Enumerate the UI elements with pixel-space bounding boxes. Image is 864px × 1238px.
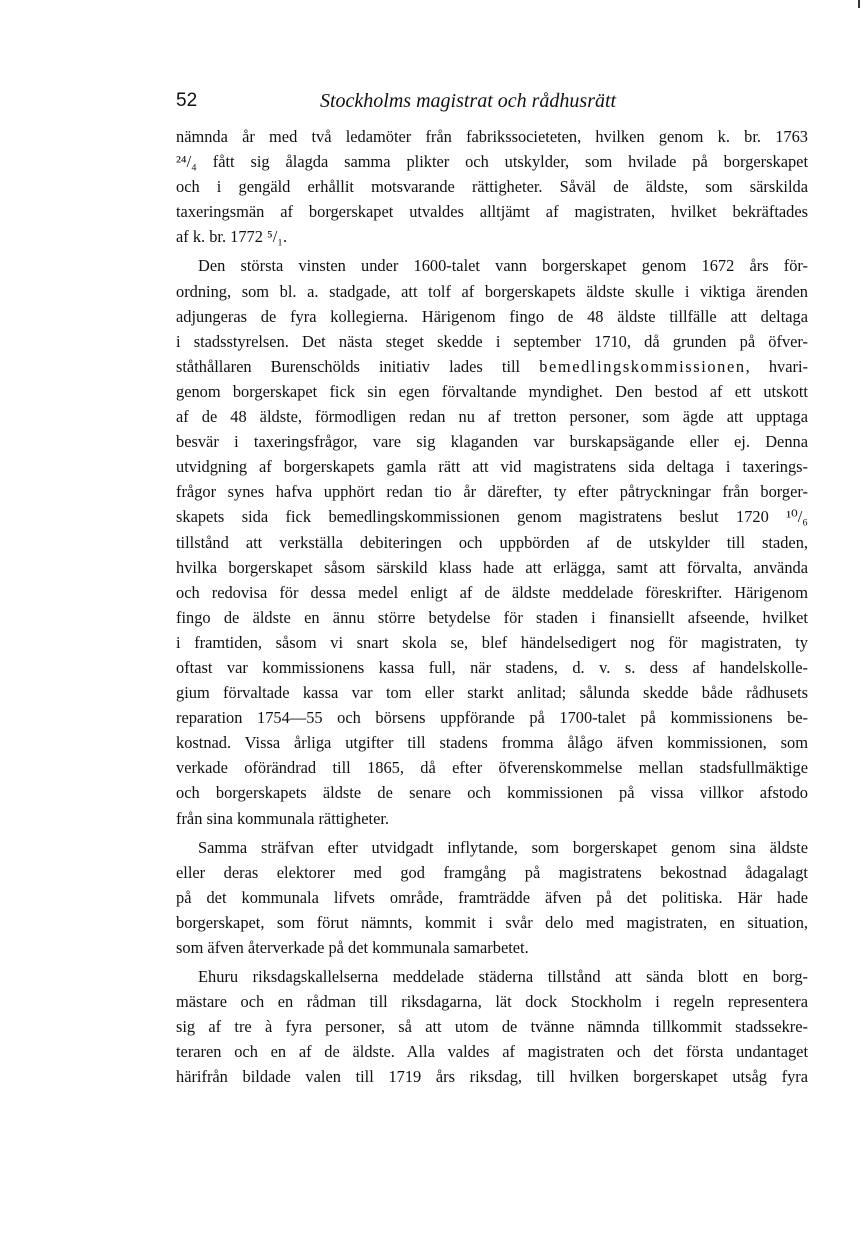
text-line: Ehuru riksdagskallelserna meddelade städerna tillstånd att sända blott en borg- bbox=[198, 967, 808, 987]
scan-edge-mark bbox=[858, 0, 860, 8]
text-line: från sina kommunala rättigheter. bbox=[176, 808, 390, 828]
text-line: taxeringsmän af borgerskapet utvaldes alltjämt af magistraten, hvilket bekräftades bbox=[176, 202, 808, 222]
text-line: adjungeras de fyra kollegierna. Härigenom fingo de 48 äldste tillfälle att deltaga bbox=[176, 306, 808, 326]
body-text bbox=[176, 124, 808, 1090]
text-line: i stadsstyrelsen. Det nästa steget skedde i september 1710, då grunden på öfver- bbox=[176, 331, 808, 351]
text-line: Samma sträfvan efter utvidgadt inflytande, som borgerskapet genom sina äldste bbox=[198, 837, 808, 857]
text-line: i framtiden, såsom vi snart skola se, blef händelsedigert nog för magistraten, ty bbox=[176, 632, 808, 652]
text-line: borgerskapet, som förut nämnts, kommit i svår delo med magistraten, en situation, bbox=[176, 912, 808, 932]
text-line: teraren och en af de äldste. Alla valdes af magistraten och det första undantaget bbox=[176, 1042, 808, 1062]
text-line: hvilka borgerskapet såsom särskild klass hade att erlägga, samt att förvalta, använda bbox=[176, 557, 808, 577]
text-line: frågor synes hafva upphört redan tio år därefter, ty efter påtryckningar från borger- bbox=[176, 482, 808, 502]
page-header bbox=[176, 86, 808, 116]
text-line: skapets sida fick bemedlingskommissionen genom magistratens beslut 1720 ¹⁰/₆ bbox=[176, 507, 808, 527]
text-line bbox=[176, 354, 808, 379]
text-line: härifrån bildade valen till 1719 års riksdag, till hvilken borgerskapet utsåg fyra bbox=[176, 1067, 808, 1087]
text-line: reparation 1754—55 och börsens uppförande på 1700-talet på kommissionens be- bbox=[176, 708, 808, 728]
text-line: på det kommunala lifvets område, framträdde äfven på det politiska. Här hade bbox=[176, 887, 808, 907]
text-line: mästare och en rådman till riksdagarna, lät dock Stockholm i regeln representera bbox=[176, 992, 808, 1012]
text-line: och redovisa för dessa medel enligt af de äldste meddelade föreskrifter. Härigenom bbox=[176, 582, 808, 602]
text-line: ordning, som bl. a. stadgade, att tolf af borgerskapets äldste skulle i viktiga ärenden bbox=[176, 281, 808, 301]
text-line: genom borgerskapet fick sin egen förvaltande myndighet. Den bestod af ett utskott bbox=[176, 381, 808, 401]
text-line: besvär i taxeringsfrågor, vare sig klaganden var burskapsägande eller ej. Denna bbox=[176, 432, 808, 452]
text-line: verkade oförändrad till 1865, då efter öfverenskommelse mellan stadsfullmäktige bbox=[176, 758, 808, 778]
text-line: utvidgning af borgerskapets gamla rätt att vid magistratens sida deltaga i taxerings- bbox=[176, 457, 808, 477]
text-line: nämnda år med två ledamöter från fabrikssocieteten, hvilken genom k. br. 1763 bbox=[176, 127, 808, 146]
text-segment: ståthållaren Burenschölds initiativ lades till bbox=[176, 356, 540, 376]
text-line: sig af tre à fyra personer, så att utom de tvänne nämnda tillkommit stadssekre- bbox=[176, 1017, 808, 1037]
text-segment: , hvari- bbox=[745, 356, 808, 376]
running-title: Stockholms magistrat och rådhusrätt bbox=[320, 90, 617, 112]
text-line: eller deras elektorer med god framgång på magistratens bekostnad ådagalagt bbox=[176, 862, 808, 882]
text-line: och borgerskapets äldste de senare och kommissionen på vissa villkor afstodo bbox=[176, 783, 808, 803]
text-line: gium förvaltade kassa var tom eller starkt anlitad; sålunda skedde både rådhusets bbox=[176, 683, 808, 703]
page-number: 52 bbox=[176, 90, 198, 111]
spaced-term: bemedlingskommissionen bbox=[539, 356, 746, 376]
text-line: af de 48 äldste, förmodligen redan nu af tretton personer, som ägde att upptaga bbox=[176, 407, 808, 427]
text-line: tillstånd att verkställa debiteringen och uppbörden af de utskylder till staden, bbox=[176, 532, 808, 552]
text-line: Den största vinsten under 1600-talet vann borgerskapet genom 1672 års för- bbox=[198, 256, 808, 276]
text-line: kostnad. Vissa årliga utgifter till stadens fromma ålågo äfven kommissionen, som bbox=[176, 733, 808, 753]
text-line: oftast var kommissionens kassa full, när stadens, d. v. s. dess af handelskolle- bbox=[176, 657, 808, 677]
text-line: ²⁴/₄ fått sig ålagda samma plikter och utskylder, som hvilade på borgerskapet bbox=[176, 152, 808, 172]
text-line: fingo de äldste en ännu större betydelse för staden i finansiellt afseende, hvilket bbox=[176, 607, 808, 627]
text-line: som äfven återverkade på det kommunala samarbetet. bbox=[176, 938, 529, 957]
text-line: af k. br. 1772 ⁵/₁. bbox=[176, 227, 288, 247]
text-line: och i gengäld erhållit motsvarande rättigheter. Såväl de äldste, som särskilda bbox=[176, 177, 808, 197]
